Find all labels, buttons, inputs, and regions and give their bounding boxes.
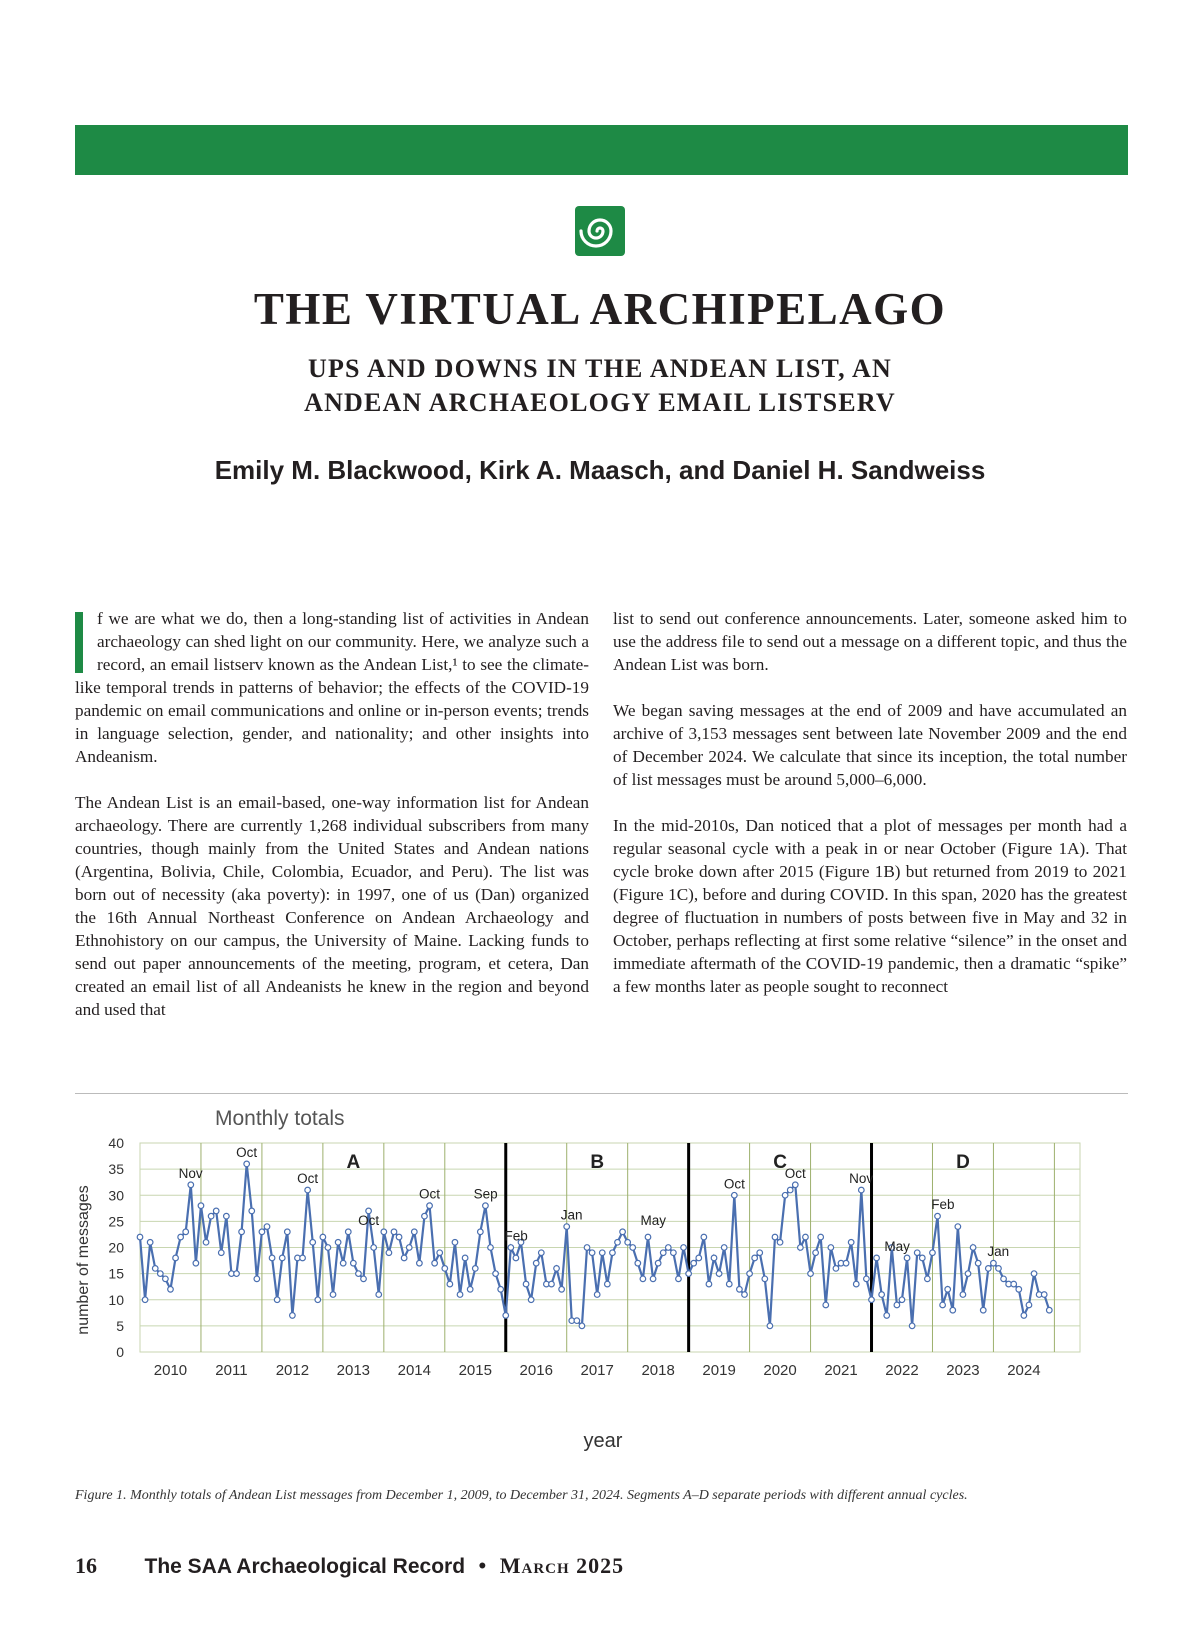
issue-date: March 2025 xyxy=(499,1553,625,1578)
data-point xyxy=(787,1187,793,1193)
data-point xyxy=(310,1239,316,1245)
data-point xyxy=(452,1239,458,1245)
data-point xyxy=(493,1271,499,1277)
data-point xyxy=(513,1255,519,1261)
data-point xyxy=(417,1260,423,1266)
peak-annotation: Jan xyxy=(987,1244,1010,1260)
data-point xyxy=(665,1245,671,1251)
data-point xyxy=(859,1187,865,1193)
data-point xyxy=(716,1271,722,1277)
data-point xyxy=(935,1213,941,1219)
data-point xyxy=(447,1281,453,1287)
data-point xyxy=(249,1208,255,1214)
y-tick-label: 20 xyxy=(108,1239,124,1256)
data-point xyxy=(488,1245,494,1251)
x-tick-label: 2021 xyxy=(824,1362,858,1379)
data-point xyxy=(356,1271,362,1277)
segment-label: B xyxy=(590,1152,605,1173)
peak-annotation: Nov xyxy=(849,1171,874,1187)
data-point xyxy=(1016,1287,1022,1293)
paragraph: In the mid-2010s, Dan noticed that a plot of messages per month had a regular seasonal cycle with a peak in or near October (Figure 1A). That cycle broke down after 2015 (Figure 1B) but returned from 2019 to 2021 (Figure 1C), before and during COVID. In this span, 2020 has the greatest degree of fluctuation in numbers of posts between five in May and 32 in October, perhaps reflecting at first some relative “silence” in the onset and immediate aftermath of the COVID-19 pandemic, then a dramatic “spike” a few months later as people sought to reconnect xyxy=(613,816,1127,996)
data-point xyxy=(259,1229,265,1235)
data-point xyxy=(701,1234,707,1240)
data-point xyxy=(1046,1307,1052,1313)
data-point xyxy=(930,1250,936,1256)
data-point xyxy=(986,1266,992,1272)
data-point xyxy=(970,1245,976,1251)
data-point xyxy=(559,1287,565,1293)
peak-annotation: Jan xyxy=(560,1207,583,1223)
x-tick-label: 2015 xyxy=(458,1362,492,1379)
data-point xyxy=(158,1271,164,1277)
y-tick-label: 30 xyxy=(108,1187,124,1204)
data-point xyxy=(178,1234,184,1240)
data-point xyxy=(737,1287,743,1293)
chart-title: Monthly totals xyxy=(215,1107,345,1130)
data-point xyxy=(371,1245,377,1251)
figure-top-rule xyxy=(75,1093,1128,1094)
data-point xyxy=(320,1234,326,1240)
segment-label: A xyxy=(346,1152,361,1173)
data-point xyxy=(818,1234,824,1240)
left-column xyxy=(75,607,589,1044)
data-point xyxy=(442,1266,448,1272)
data-point xyxy=(564,1224,570,1230)
peak-annotation: Sep xyxy=(473,1186,498,1202)
data-point xyxy=(782,1192,788,1198)
data-point xyxy=(457,1292,463,1298)
peak-annotation: Oct xyxy=(419,1186,441,1202)
data-point xyxy=(152,1266,158,1272)
spiral-logo-icon xyxy=(574,205,626,257)
paragraph-text: f we are what we do, then a long-standing list of activities in Andean archaeology can shed light on our community. Here, we analyze such a record, an email listserv known as the Andean List,¹ to see the climate-like temporal trends in patterns of behavior; the effects of the COVID-19 pandemic on email communications and online or in-person events; trends in language selection, gender, and nationality; and other insights into Andeanism. xyxy=(75,609,589,766)
data-point xyxy=(137,1234,143,1240)
data-point xyxy=(508,1245,514,1251)
data-point xyxy=(325,1245,331,1251)
data-point xyxy=(732,1192,738,1198)
author-list: Emily M. Blackwood, Kirk A. Maasch, and Daniel H. Sandweiss xyxy=(214,455,986,485)
data-point xyxy=(163,1276,169,1282)
data-point xyxy=(478,1229,484,1235)
data-point xyxy=(472,1266,478,1272)
data-point xyxy=(599,1250,605,1256)
data-point xyxy=(660,1250,666,1256)
data-point xyxy=(432,1260,438,1266)
data-point xyxy=(655,1260,661,1266)
data-point xyxy=(1021,1313,1027,1319)
data-point xyxy=(792,1182,798,1188)
data-point xyxy=(945,1287,951,1293)
data-point xyxy=(279,1255,285,1261)
data-point xyxy=(335,1239,341,1245)
data-point xyxy=(381,1229,387,1235)
y-tick-label: 35 xyxy=(108,1161,124,1178)
data-point xyxy=(798,1245,804,1251)
y-axis-label: number of messages xyxy=(75,1185,92,1335)
data-point xyxy=(620,1229,626,1235)
data-point xyxy=(264,1224,270,1230)
data-point xyxy=(726,1281,732,1287)
data-point xyxy=(879,1292,885,1298)
data-point xyxy=(330,1292,336,1298)
data-point xyxy=(285,1229,291,1235)
data-point xyxy=(594,1292,600,1298)
data-point xyxy=(574,1318,580,1324)
data-point xyxy=(203,1239,209,1245)
data-point xyxy=(234,1271,240,1277)
data-point xyxy=(919,1255,925,1261)
data-point xyxy=(650,1276,656,1282)
data-point xyxy=(752,1255,758,1261)
data-point xyxy=(406,1245,412,1251)
data-point xyxy=(589,1250,595,1256)
peak-annotation: Nov xyxy=(178,1165,203,1181)
data-point xyxy=(630,1245,636,1251)
right-column xyxy=(613,607,1127,1021)
y-tick-label: 5 xyxy=(116,1317,124,1334)
data-point xyxy=(960,1292,966,1298)
y-tick-label: 10 xyxy=(108,1291,124,1308)
data-point xyxy=(808,1271,814,1277)
data-point xyxy=(696,1255,702,1261)
data-point xyxy=(351,1260,357,1266)
data-point xyxy=(386,1250,392,1256)
data-point xyxy=(183,1229,189,1235)
paragraph: list to send out conference announcements. Later, someone asked him to use the address file to send out a message on a different topic, and thus the Andean List was born. xyxy=(613,609,1127,674)
data-point xyxy=(300,1255,306,1261)
data-point xyxy=(422,1213,428,1219)
footer-bullet: • xyxy=(478,1553,487,1578)
data-point xyxy=(940,1302,946,1308)
data-point xyxy=(269,1255,275,1261)
data-point xyxy=(980,1307,986,1313)
segment-label: C xyxy=(773,1152,787,1173)
data-point xyxy=(391,1229,397,1235)
data-point xyxy=(955,1224,961,1230)
data-point xyxy=(498,1287,504,1293)
data-point xyxy=(401,1255,407,1261)
y-tick-label: 0 xyxy=(116,1344,124,1360)
data-point xyxy=(142,1297,148,1303)
data-point xyxy=(345,1229,351,1235)
data-point xyxy=(757,1250,763,1256)
x-tick-label: 2016 xyxy=(519,1362,553,1379)
data-point xyxy=(925,1276,931,1282)
peak-annotation: Oct xyxy=(784,1165,806,1181)
data-point xyxy=(991,1260,997,1266)
data-point xyxy=(950,1307,956,1313)
data-point xyxy=(772,1234,778,1240)
data-point xyxy=(686,1271,692,1277)
data-point xyxy=(305,1187,311,1193)
data-point xyxy=(813,1250,819,1256)
x-tick-label: 2020 xyxy=(763,1362,797,1379)
paragraph: We began saving messages at the end of 2009 and have accumulated an archive of 3,153 messages sent between late November 2009 and the end of December 2024. We calculate that since its inception, the total number of list messages must be around 5,000–6,000. xyxy=(613,701,1127,789)
data-point xyxy=(218,1250,224,1256)
data-point xyxy=(747,1271,753,1277)
data-point xyxy=(635,1260,641,1266)
data-point xyxy=(884,1313,890,1319)
data-point xyxy=(427,1203,433,1209)
data-point xyxy=(1031,1271,1037,1277)
data-point xyxy=(412,1229,418,1235)
data-point xyxy=(244,1161,250,1167)
data-point xyxy=(193,1260,199,1266)
data-point xyxy=(742,1292,748,1298)
data-point xyxy=(290,1313,296,1319)
data-point xyxy=(671,1250,677,1256)
x-tick-label: 2010 xyxy=(153,1362,188,1379)
x-axis-label: year xyxy=(583,1430,623,1452)
x-tick-label: 2018 xyxy=(641,1362,675,1379)
data-point xyxy=(762,1276,768,1282)
peak-annotation: May xyxy=(640,1212,667,1228)
data-point xyxy=(848,1239,854,1245)
data-point xyxy=(274,1297,280,1303)
data-point xyxy=(462,1255,468,1261)
data-point xyxy=(645,1234,651,1240)
data-point xyxy=(828,1245,834,1251)
data-point xyxy=(554,1266,560,1272)
peak-annotation: Oct xyxy=(723,1176,745,1192)
drop-cap-i xyxy=(75,612,83,673)
data-point xyxy=(198,1203,204,1209)
data-point xyxy=(528,1297,534,1303)
data-point xyxy=(640,1276,646,1282)
data-point xyxy=(803,1234,809,1240)
data-point xyxy=(894,1302,900,1308)
data-point xyxy=(361,1276,367,1282)
data-point xyxy=(503,1313,509,1319)
data-point xyxy=(239,1229,245,1235)
header-color-bar xyxy=(75,125,1128,175)
data-point xyxy=(213,1208,219,1214)
peak-annotation: Feb xyxy=(504,1228,528,1244)
data-point xyxy=(777,1239,783,1245)
page-footer xyxy=(75,1553,624,1579)
peak-annotation: Oct xyxy=(297,1171,319,1187)
x-tick-label: 2017 xyxy=(580,1362,614,1379)
x-tick-label: 2014 xyxy=(397,1362,432,1379)
data-point xyxy=(188,1182,194,1188)
x-tick-label: 2011 xyxy=(215,1362,248,1379)
data-point xyxy=(625,1239,631,1245)
subtitle-line-1: UPS AND DOWNS IN THE ANDEAN LIST, AN xyxy=(307,354,893,383)
data-point xyxy=(899,1297,905,1303)
x-tick-label: 2022 xyxy=(885,1362,919,1379)
peak-annotation: Feb xyxy=(931,1197,955,1213)
data-point xyxy=(691,1260,697,1266)
data-point xyxy=(168,1287,174,1293)
peak-annotation: Oct xyxy=(236,1144,258,1160)
data-point xyxy=(965,1271,971,1277)
figure-caption: Figure 1. Monthly totals of Andean List messages from December 1, 2009, to December 31, 2024. Segments A–D separate periods with different annual cycles. xyxy=(75,1488,968,1503)
data-point xyxy=(467,1287,473,1293)
data-point xyxy=(579,1323,585,1329)
data-point xyxy=(823,1302,829,1308)
data-point xyxy=(533,1260,539,1266)
data-point xyxy=(721,1245,727,1251)
data-point xyxy=(1041,1292,1047,1298)
data-point xyxy=(523,1281,529,1287)
data-point xyxy=(833,1266,839,1272)
page-number: 16 xyxy=(75,1553,97,1578)
peak-annotation: Oct xyxy=(358,1212,380,1228)
data-point xyxy=(869,1297,875,1303)
data-point xyxy=(706,1281,712,1287)
data-point xyxy=(396,1234,402,1240)
monthly-totals-chart xyxy=(75,1095,1130,1480)
data-point xyxy=(853,1281,859,1287)
paragraph xyxy=(75,607,589,768)
data-point xyxy=(340,1260,346,1266)
data-point xyxy=(864,1276,870,1282)
data-point xyxy=(610,1250,616,1256)
data-point xyxy=(549,1281,555,1287)
data-point xyxy=(676,1276,682,1282)
data-point xyxy=(584,1245,590,1251)
article-subtitle xyxy=(250,352,950,420)
data-point xyxy=(874,1255,880,1261)
data-point xyxy=(1011,1281,1017,1287)
y-tick-label: 15 xyxy=(108,1265,124,1282)
data-point xyxy=(208,1213,214,1219)
data-point xyxy=(711,1255,717,1261)
data-point xyxy=(615,1239,621,1245)
data-point xyxy=(376,1292,382,1298)
data-point xyxy=(147,1239,153,1245)
data-point xyxy=(1001,1276,1007,1282)
x-tick-label: 2012 xyxy=(275,1362,310,1379)
data-point xyxy=(173,1255,179,1261)
data-point xyxy=(681,1245,687,1251)
paragraph: The Andean List is an email-based, one-way information list for Andean archaeology. There are currently 1,268 individual subscribers from many countries, though mainly from the United States and Andean nations (Argentina, Bolivia, Chile, Colombia, Ecuador, and Peru). The list was born out of necessity (aka poverty): in 1997, one of us (Dan) organized the 16th Annual Northeast Conference on Andean Archaeology and Ethnohistory on our campus, the University of Maine. Lacking funds to send out paper announcements of the meeting, program, et cetera, Dan created an email list of all Andeanists he knew in the region and beyond and used that xyxy=(75,793,589,1019)
y-tick-label: 25 xyxy=(108,1213,124,1230)
x-tick-label: 2019 xyxy=(702,1362,736,1379)
data-point xyxy=(909,1323,915,1329)
segment-label: D xyxy=(956,1152,970,1173)
x-tick-label: 2024 xyxy=(1007,1362,1041,1379)
data-point xyxy=(904,1255,910,1261)
data-point xyxy=(437,1250,443,1256)
data-point xyxy=(996,1266,1002,1272)
article-title: THE VIRTUAL ARCHIPELAGO xyxy=(253,284,947,334)
data-point xyxy=(254,1276,260,1282)
data-point xyxy=(843,1260,849,1266)
data-point xyxy=(315,1297,321,1303)
subtitle-line-2: ANDEAN ARCHAEOLOGY EMAIL LISTSERV xyxy=(304,388,896,417)
data-point xyxy=(1026,1302,1032,1308)
data-point xyxy=(767,1323,773,1329)
data-point xyxy=(539,1250,545,1256)
peak-annotation: May xyxy=(884,1238,910,1254)
data-point xyxy=(224,1213,230,1219)
journal-name: The SAA Archaeological Record xyxy=(144,1555,466,1578)
data-point xyxy=(605,1281,611,1287)
x-tick-label: 2013 xyxy=(336,1362,371,1379)
data-point xyxy=(975,1260,981,1266)
data-point xyxy=(914,1250,920,1256)
data-point xyxy=(483,1203,489,1209)
x-tick-label: 2023 xyxy=(946,1362,980,1379)
y-tick-label: 40 xyxy=(108,1135,124,1151)
